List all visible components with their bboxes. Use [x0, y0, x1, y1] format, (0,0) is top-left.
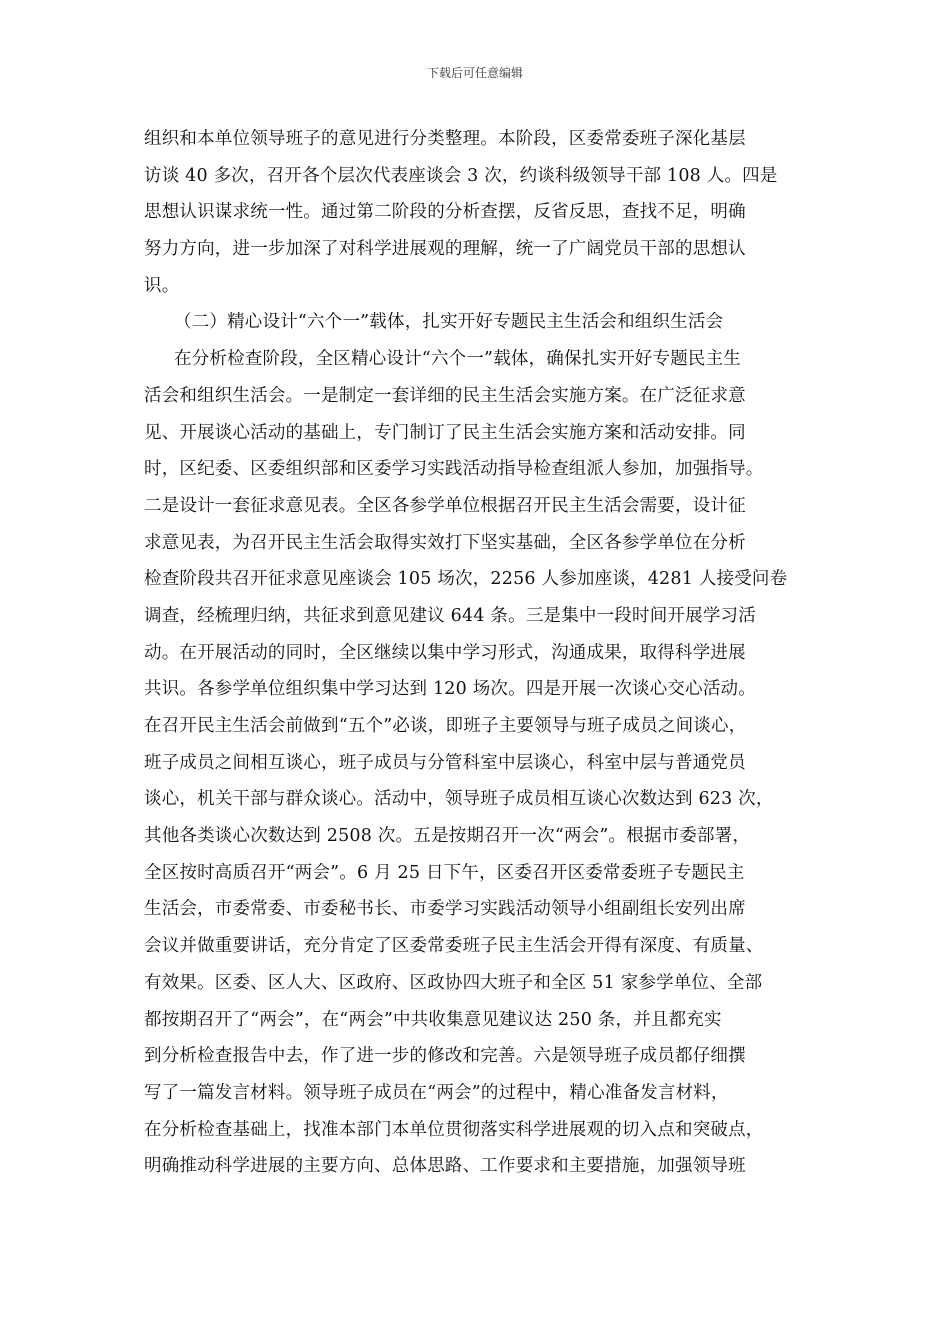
text-line: 思想认识谋求统一性。通过第二阶段的分析查摆，反省反思，查找不足，明确	[144, 202, 746, 223]
text-line: 有效果。区委、区人大、区政府、区政协四大班子和全区 51 家参学单位、全部	[144, 972, 763, 993]
text-line: 都按期召开了“两会”，在“两会”中共收集意见建议达 250 条，并且都充实	[144, 1009, 722, 1030]
text-line: 见、开展谈心活动的基础上，专门制订了民主生活会实施方案和活动安排。同	[144, 422, 746, 443]
text-line: 谈心，机关干部与群众谈心。活动中，领导班子成员相互谈心次数达到 623 次，	[144, 789, 774, 810]
body-text	[144, 121, 810, 1185]
text-line: 写了一篇发言材料。领导班子成员在“两会”的过程中，精心准备发言材料，	[144, 1082, 729, 1103]
text-line: 全区按时高质召开“两会”。6 月 25 日下午，区委召开区委常委班子专题民主	[144, 862, 745, 883]
text-line: 识。	[144, 275, 180, 296]
text-line: 其他各类谈心次数达到 2508 次。五是按期召开一次“两会”。根据市委部署，	[144, 826, 751, 847]
text-line: 明确推动科学进展的主要方向、总体思路、工作要求和主要措施，加强领导班	[144, 1156, 746, 1177]
header-note: 下载后可任意编辑	[426, 66, 523, 80]
text-line: 到分析检查报告中去，作了进一步的修改和完善。六是领导班子成员都仔细撰	[144, 1046, 746, 1067]
text-line: 求意见表，为召开民主生活会取得实效打下坚实基础，全区各参学单位在分析	[144, 532, 746, 553]
text-line: 检查阶段共召开征求意见座谈会 105 场次，2256 人参加座谈，4281 人接受问卷	[144, 569, 788, 590]
text-line: 会议并做重要讲话，充分肯定了区委常委班子民主生活会开得有深度、有质量、	[144, 936, 764, 957]
text-line: 生活会，市委常委、市委秘书长、市委学习实践活动领导小组副组长安列出席	[144, 899, 746, 920]
text-line: 共识。各参学单位组织集中学习达到 120 场次。四是开展一次谈心交心活动。	[144, 679, 756, 700]
text-line: 在分析检查阶段，全区精心设计“六个一”载体，确保扎实开好专题民主生	[174, 349, 741, 370]
text-line: 调查，经梳理归纳，共征求到意见建议 644 条。三是集中一段时间开展学习活	[144, 605, 756, 626]
text-line: 时，区纪委、区委组织部和区委学习实践活动指导检查组派人参加，加强指导。	[144, 459, 764, 480]
text-line: 二是设计一套征求意见表。全区各参学单位根据召开民主生活会需要，设计征	[144, 495, 746, 516]
text-line: 访谈 40 多次，召开各个层次代表座谈会 3 次，约谈科级领导干部 108 人。四是	[144, 165, 778, 186]
text-line: 组织和本单位领导班子的意见进行分类整理。本阶段，区委常委班子深化基层	[144, 129, 746, 149]
text-line: 活会和组织生活会。一是制定一套详细的民主生活会实施方案。在广泛征求意	[144, 385, 746, 406]
text-line: 在召开民主生活会前做到“五个”必谈，即班子主要领导与班子成员之间谈心，	[144, 716, 747, 736]
text-line: 在分析检查基础上，找准本部门本单位贯彻落实科学进展观的切入点和突破点，	[144, 1119, 764, 1140]
text-line: 努力方向，进一步加深了对科学进展观的理解，统一了广阔党员干部的思想认	[144, 239, 746, 260]
text-line: 动。在开展活动的同时，全区继续以集中学习形式，沟通成果，取得科学进展	[144, 642, 746, 663]
text-line: 班子成员之间相互谈心，班子成员与分管科室中层谈心，科室中层与普通党员	[144, 752, 746, 773]
section-heading: （二）精心设计“六个一”载体，扎实开好专题民主生活会和组织生活会	[174, 312, 724, 333]
